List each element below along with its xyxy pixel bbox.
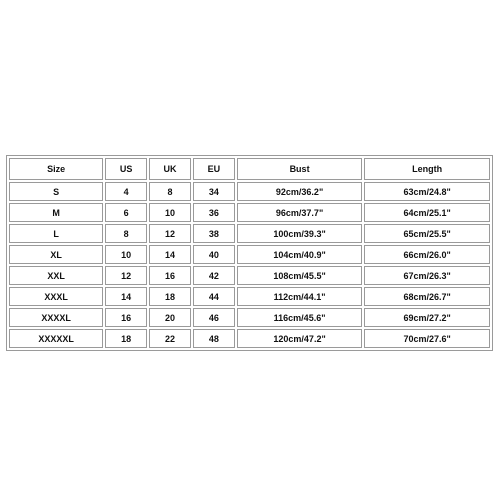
cell-us: 8 [105, 224, 147, 243]
table-row [9, 203, 490, 222]
cell-us: 18 [105, 329, 147, 348]
cell-size: S [9, 182, 103, 201]
cell-eu: 40 [193, 245, 235, 264]
header-size: Size [9, 158, 103, 180]
cell-uk: 20 [149, 308, 191, 327]
cell-bust: 108cm/45.5" [237, 266, 363, 285]
cell-us: 10 [105, 245, 147, 264]
cell-eu: 36 [193, 203, 235, 222]
cell-us: 4 [105, 182, 147, 201]
cell-length: 68cm/26.7" [364, 287, 490, 306]
cell-bust: 96cm/37.7" [237, 203, 363, 222]
cell-bust: 100cm/39.3" [237, 224, 363, 243]
header-row [9, 158, 490, 180]
header-us: US [105, 158, 147, 180]
cell-eu: 46 [193, 308, 235, 327]
cell-us: 6 [105, 203, 147, 222]
header-bust: Bust [237, 158, 363, 180]
cell-size: XL [9, 245, 103, 264]
cell-uk: 14 [149, 245, 191, 264]
cell-uk: 22 [149, 329, 191, 348]
cell-eu: 44 [193, 287, 235, 306]
cell-size: XXXXL [9, 308, 103, 327]
cell-uk: 16 [149, 266, 191, 285]
cell-uk: 10 [149, 203, 191, 222]
cell-size: M [9, 203, 103, 222]
cell-length: 63cm/24.8" [364, 182, 490, 201]
cell-eu: 34 [193, 182, 235, 201]
cell-size: XXL [9, 266, 103, 285]
table-row [9, 287, 490, 306]
cell-bust: 120cm/47.2" [237, 329, 363, 348]
table-row [9, 308, 490, 327]
size-chart-table [6, 155, 493, 351]
table-row [9, 182, 490, 201]
cell-bust: 112cm/44.1" [237, 287, 363, 306]
cell-length: 64cm/25.1" [364, 203, 490, 222]
cell-eu: 42 [193, 266, 235, 285]
cell-eu: 48 [193, 329, 235, 348]
table-row [9, 329, 490, 348]
cell-us: 16 [105, 308, 147, 327]
cell-uk: 8 [149, 182, 191, 201]
cell-length: 66cm/26.0" [364, 245, 490, 264]
table-row [9, 245, 490, 264]
cell-size: XXXL [9, 287, 103, 306]
cell-bust: 116cm/45.6" [237, 308, 363, 327]
cell-us: 14 [105, 287, 147, 306]
cell-length: 69cm/27.2" [364, 308, 490, 327]
cell-length: 65cm/25.5" [364, 224, 490, 243]
header-uk: UK [149, 158, 191, 180]
header-eu: EU [193, 158, 235, 180]
cell-eu: 38 [193, 224, 235, 243]
cell-us: 12 [105, 266, 147, 285]
cell-bust: 104cm/40.9" [237, 245, 363, 264]
cell-length: 70cm/27.6" [364, 329, 490, 348]
cell-uk: 18 [149, 287, 191, 306]
table-row [9, 224, 490, 243]
cell-size: L [9, 224, 103, 243]
cell-length: 67cm/26.3" [364, 266, 490, 285]
header-length: Length [364, 158, 490, 180]
cell-size: XXXXXL [9, 329, 103, 348]
table-row [9, 266, 490, 285]
cell-uk: 12 [149, 224, 191, 243]
cell-bust: 92cm/36.2" [237, 182, 363, 201]
